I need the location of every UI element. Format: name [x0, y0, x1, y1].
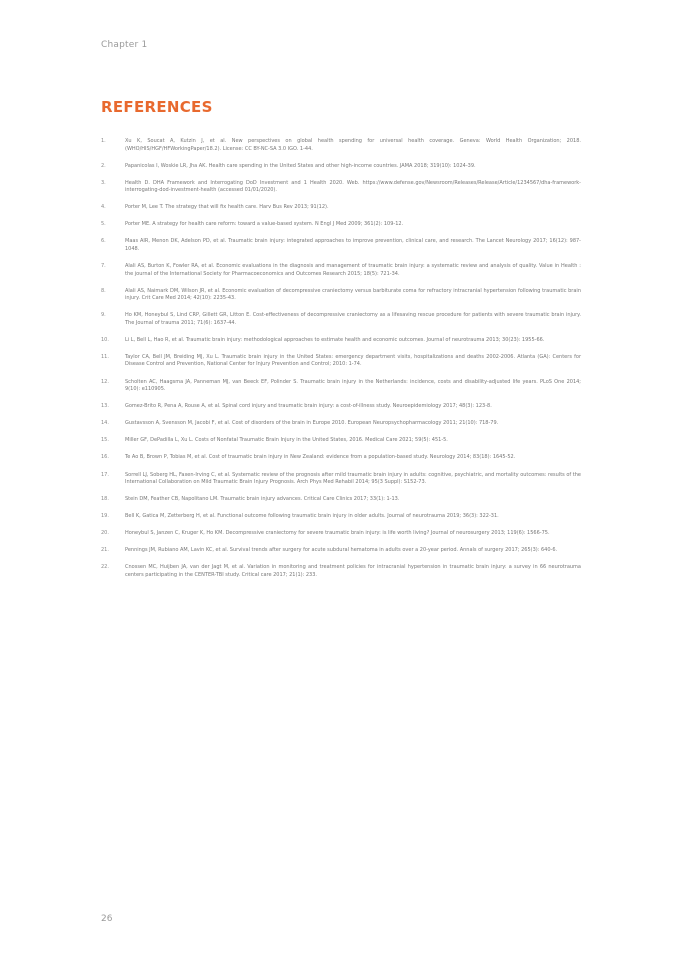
reference-number: 3. — [101, 179, 106, 186]
reference-number: 18. — [101, 496, 109, 503]
reference-item — [101, 238, 581, 253]
reference-number: 19. — [101, 513, 109, 520]
reference-number: 15. — [101, 437, 109, 444]
reference-number: 6. — [101, 238, 106, 245]
reference-item — [101, 564, 581, 579]
reference-text: Health D. DHA Framework and Interrogating DoD Investment and 1 Health 2020. Web. https://www.defense.gov/Newsroom/Releases/Release/Article/1234567/dha-framework-interrogating-dod-investment-health (accessed 01/01/2020). — [125, 179, 581, 194]
reference-item — [101, 420, 581, 428]
reference-text: Li L, Bell L, Hao R, et al. Traumatic brain injury: methodological approaches to estimate health and economic outcomes. Journal of neurotrauma 2013; 30(23): 1955-66. — [125, 336, 545, 343]
reference-item — [101, 180, 581, 195]
page-number: 26 — [101, 914, 113, 924]
reference-number: 9. — [101, 312, 106, 319]
reference-text: Cnossen MC, Huijben JA, van der Jagt M, et al. Variation in monitoring and treatment policies for intracranial hypertension in traumatic brain injury: a survey in 66 neurotrauma centers participating in the CENTER-TBI study. Critical care 2017; 21(1): 233. — [125, 564, 581, 578]
reference-text: Porter M, Lee T. The strategy that will fix health care. Harv Bus Rev 2013; 91(12). — [125, 204, 329, 211]
reference-item — [101, 454, 581, 462]
reference-text: Te Ao B, Brown P, Tobias M, et al. Cost of traumatic brain injury in New Zealand: evidence from a population-based study. Neurology 2014; 83(18): 1645-52. — [125, 454, 516, 461]
reference-number: 22. — [101, 564, 109, 571]
reference-text: Stein DM, Feather CB, Napolitano LM. Traumatic brain injury advances. Critical Care Clinics 2017; 33(1): 1-13. — [125, 496, 400, 503]
reference-item — [101, 337, 581, 345]
reference-text: Maas AIR, Menon DK, Adelson PD, et al. Traumatic brain injury: integrated approaches to improve prevention, clinical care, and research. The Lancet Neurology 2017; 16(12): 987-1048. — [125, 238, 581, 252]
reference-item — [101, 379, 581, 394]
reference-number: 16. — [101, 454, 109, 461]
reference-text: Taylor CA, Bell JM, Breiding MJ, Xu L. Traumatic brain injury in the United States: emergency department visits, hospitalizations and deaths 2002-2006. Atlanta (GA): Centers for Disease Control and Prevention, National Center for Injury Prevention and Control; 2010: 1-74. — [125, 353, 581, 368]
reference-item — [101, 403, 581, 411]
references-heading: REFERENCES — [101, 98, 213, 116]
reference-text: Scholten AC, Haagsma JA, Panneman MJ, van Beeck EF, Polinder S. Traumatic brain injury in the Netherlands: incidence, costs and disability-adjusted life years. PLoS One 2014; 9(10): e110905. — [125, 378, 581, 393]
reference-text: Honeybul S, Janzen C, Kruger K, Ho KM. Decompressive craniectomy for severe traumatic brain injury: is life worth living? Journal of neurosurgery 2013; 119(6): 1566-75. — [125, 530, 550, 537]
reference-number: 2. — [101, 162, 106, 169]
reference-number: 17. — [101, 471, 109, 478]
reference-item — [101, 513, 581, 521]
reference-number: 1. — [101, 138, 106, 144]
reference-item — [101, 138, 581, 153]
reference-number: 21. — [101, 547, 109, 554]
reference-text: Gustavsson A, Svensson M, Jacobi F, et al. Cost of disorders of the brain in Europe 2010. European Neuropsychopharmacology 2011; 21(10): 718-79. — [125, 420, 499, 427]
reference-text: Papanicolas I, Woskie LR, Jha AK. Health care spending in the United States and other high-income countries. JAMA 2018; 319(10): 1024-39. — [125, 162, 476, 169]
chapter-header: Chapter 1 — [101, 40, 148, 50]
reference-number: 13. — [101, 403, 109, 410]
reference-list — [101, 138, 581, 589]
reference-number: 11. — [101, 353, 109, 360]
reference-number: 20. — [101, 530, 109, 537]
reference-number: 7. — [101, 263, 106, 270]
reference-item — [101, 472, 581, 487]
reference-number: 14. — [101, 420, 109, 427]
reference-item — [101, 530, 581, 538]
reference-text: Sorrell LJ, Soberg HL, Faxen-Irving C, et al. Systematic review of the prognosis after mild traumatic brain injury in adults: cognitive, psychiatric, and mortality outcomes: results of the International Collaboration on Mild Traumatic Brain Injury Prognosis. Arch Phys Med Rehabil 2014; 95(3 Suppl): S152-73. — [125, 471, 581, 485]
reference-text: Gomez-Brito R, Pena A, Rouse A, et al. Spinal cord injury and traumatic brain injury: a cost-of-illness study. Neuroepidemiology 2017; 48(3): 123-8. — [125, 403, 492, 410]
reference-item — [101, 437, 581, 445]
reference-text: Bell K, Gatica M, Zetterberg H, et al. Functional outcome following traumatic brain injury in older adults. Journal of neurotrauma 2019; 36(3): 322-31. — [125, 513, 499, 520]
reference-text: Porter ME. A strategy for health care reform: toward a value-based system. N Engl J Med 2009; 361(2): 109-12. — [125, 221, 404, 228]
reference-number: 5. — [101, 221, 106, 228]
reference-number: 8. — [101, 287, 106, 294]
reference-text: Ho KM, Honeybul S, Lind CRP, Gillett GR, Litton E. Cost-effectiveness of decompressive craniectomy as a lifesaving rescue procedure for patients with severe traumatic brain injury. The Journal of trauma 2011; 71(6): 1637-44. — [125, 312, 581, 326]
reference-number: 12. — [101, 378, 109, 385]
reference-text: Xu K, Soucat A, Kutzin J, et al. New perspectives on global health spending for universal health coverage. Geneva: World Health Organization; 2018. (WHO/HIS/HGF/HFWorkingPaper/18.2). License: CC BY-NC-SA 3.0 IGO. 1-44. — [125, 138, 581, 152]
reference-item — [101, 221, 581, 229]
reference-number: 4. — [101, 204, 106, 211]
reference-item — [101, 354, 581, 369]
reference-item — [101, 163, 581, 171]
reference-item — [101, 547, 581, 555]
reference-number: 10. — [101, 336, 109, 343]
reference-item — [101, 312, 581, 327]
reference-text: Miller GF, DePadilla L, Xu L. Costs of Nonfatal Traumatic Brain Injury in the United States, 2016. Medical Care 2021; 59(5): 451-5. — [125, 437, 448, 444]
reference-item — [101, 288, 581, 303]
reference-item — [101, 263, 581, 278]
reference-text: Alali AS, Naimark DM, Wilson JR, et al. Economic evaluation of decompressive craniectomy versus barbiturate coma for refractory intracranial hypertension following traumatic brain injury. Crit Care Med 2014; 42(10): 2235-43. — [125, 287, 581, 302]
reference-text: Alali AS, Burton K, Fowler RA, et al. Economic evaluations in the diagnosis and management of traumatic brain injury: a systematic review and analysis of quality. Value in Health : the journal of the International Society for Pharmacoeconomics and Outcomes Research 2015; 18(5): 721-34. — [125, 263, 581, 277]
reference-item — [101, 204, 581, 212]
reference-text: Pennings JM, Rubiano AM, Lavin KC, et al. Survival trends after surgery for acute subdural hematoma in adults over a 20-year period. Annals of surgery 2017; 265(3): 640-6. — [125, 547, 558, 554]
reference-item — [101, 496, 581, 504]
